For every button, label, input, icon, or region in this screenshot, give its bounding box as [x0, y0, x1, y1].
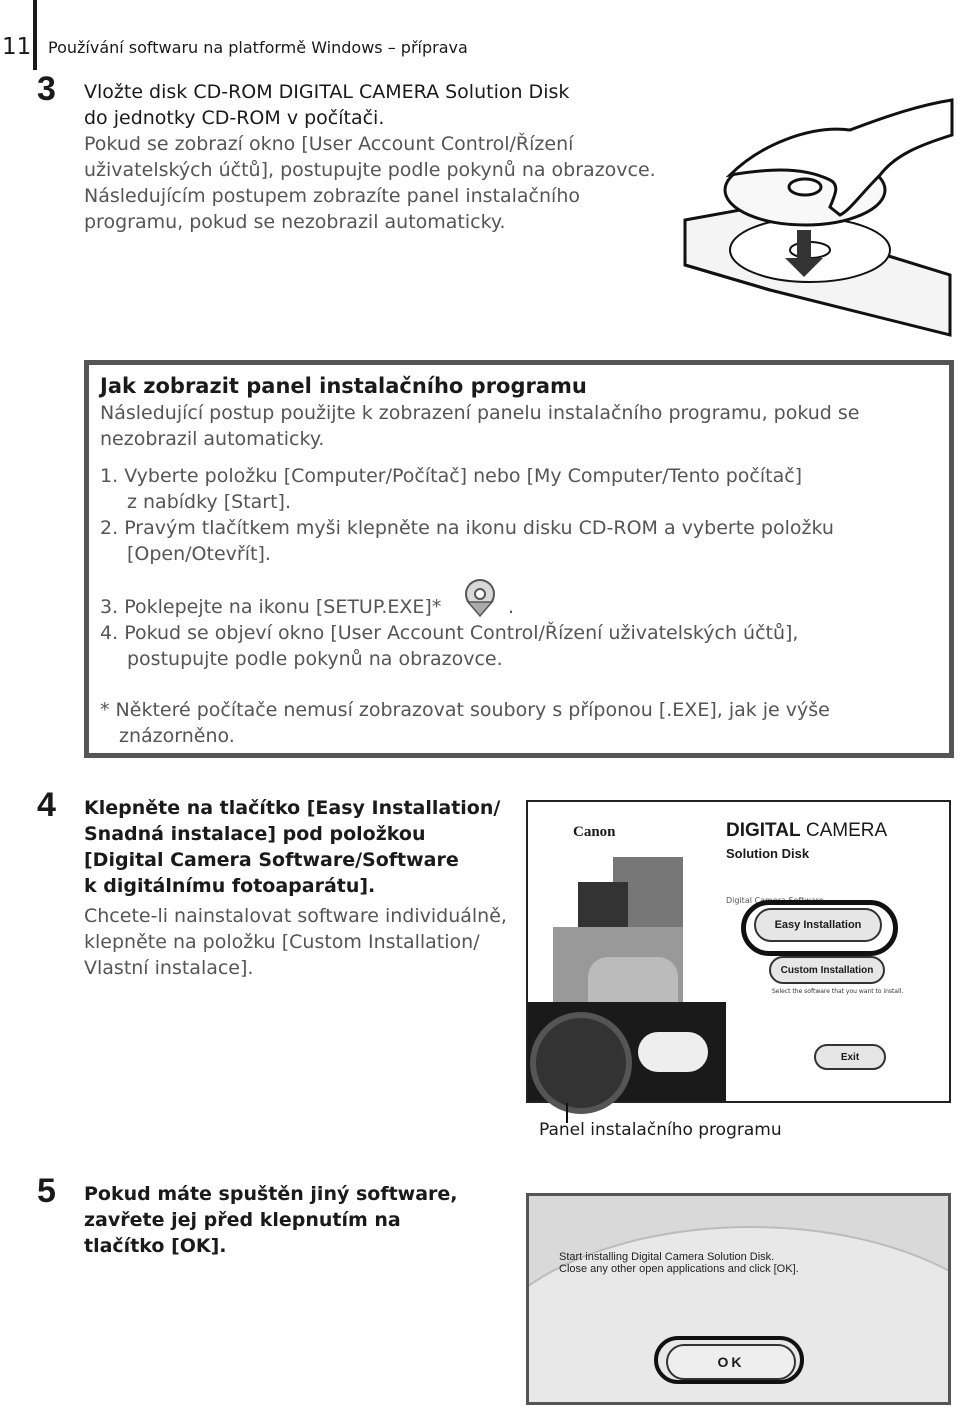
dialog-message: Start installing Digital Camera Solution Disk. Close any other open applications and click [OK]. [559, 1251, 799, 1275]
info-note-star: * [100, 699, 110, 721]
installer-caption: Panel instalačního programu [539, 1120, 782, 1140]
info-box-content [100, 372, 940, 452]
step-3-number: 3 [37, 70, 56, 108]
info-item-number: 4. [100, 622, 119, 644]
setup-exe-icon [458, 576, 502, 618]
step-4-title: k digitálnímu fotoaparátu]. [84, 875, 376, 897]
info-note [100, 697, 830, 723]
step-3-text [84, 79, 684, 235]
step-5-title: zavřete jej před klepnutím na [84, 1209, 401, 1231]
step-3-title: Vložte disk CD-ROM DIGITAL CAMERA Solution Disk [84, 81, 570, 103]
step-4-body: Chcete-li nainstalovat software individuálně, [84, 905, 507, 927]
info-item-number: 3. [100, 596, 119, 618]
info-item-text: Pokud se objeví okno [User Account Control/Řízení uživatelských účtů], [124, 622, 799, 644]
header-rule [33, 0, 37, 70]
info-item-4-cont: postupujte podle pokynů na obrazovce. [127, 648, 503, 670]
info-note-text: Některé počítače nemusí zobrazovat soubory s příponou [.EXE], jak je výše [115, 699, 830, 721]
step-3-body: Následujícím postupem zobrazíte panel instalačního [84, 185, 580, 207]
installer-panel [526, 800, 951, 1103]
step-5-number: 5 [37, 1172, 56, 1210]
step-3-body: uživatelských účtů], postupujte podle pokynů na obrazovce. [84, 159, 656, 181]
info-box-title: Jak zobrazit panel instalačního programu [100, 374, 587, 398]
step-3-title: do jednotky CD-ROM v počítači. [84, 107, 385, 129]
page-header: Používání softwaru na platformě Windows – příprava [48, 38, 468, 57]
step-4-title: Klepněte na tlačítko [Easy Installation/ [84, 797, 501, 819]
info-item-text: Poklepejte na ikonu [SETUP.EXE]* [124, 596, 442, 618]
install-dialog [526, 1193, 951, 1405]
info-note-cont: znázorněno. [119, 725, 235, 747]
info-item-3-end: . [508, 596, 515, 618]
photo-collage [528, 802, 728, 1101]
info-item-1-cont: z nabídky [Start]. [127, 491, 291, 513]
info-item-4 [100, 620, 798, 646]
info-item-2 [100, 515, 834, 541]
step-4-title: [Digital Camera Software/Software [84, 849, 459, 871]
info-item-text: Pravým tlačítkem myši klepněte na ikonu disku CD-ROM a vyberte položku [124, 517, 834, 539]
step-4-body: klepněte na položku [Custom Installation/ [84, 931, 480, 953]
easy-installation-button[interactable]: Easy Installation [754, 908, 882, 942]
step-3-body: programu, pokud se nezobrazil automaticky. [84, 211, 506, 233]
info-box-intro: Následující postup použijte k zobrazení panelu instalačního programu, pokud se [100, 402, 860, 424]
info-item-2-cont: [Open/Otevřít]. [127, 543, 271, 565]
installer-section-label: Digital Camera Software [726, 896, 824, 905]
canon-logo: Canon [573, 824, 616, 840]
installer-title: DIGITAL CAMERA [726, 820, 888, 841]
step-3-body: Pokud se zobrazí okno [User Account Control/Řízení [84, 133, 574, 155]
info-item-number: 2. [100, 517, 119, 539]
installer-subtitle: Solution Disk [726, 846, 810, 861]
step-5-text [84, 1181, 514, 1259]
step-4-number: 4 [37, 786, 56, 824]
exit-button[interactable]: Exit [814, 1044, 886, 1070]
ok-button[interactable]: OK [666, 1344, 796, 1380]
custom-installation-button[interactable]: Custom Installation [769, 956, 885, 984]
info-item-1 [100, 463, 802, 489]
info-item-3 [100, 594, 441, 620]
info-box-intro: nezobrazil automaticky. [100, 428, 325, 450]
info-item-number: 1. [100, 465, 119, 487]
step-5-title: Pokud máte spuštěn jiný software, [84, 1183, 458, 1205]
cd-insert-illustration [680, 95, 955, 340]
step-4-text [84, 795, 514, 981]
step-4-title: Snadná instalace] pod položkou [84, 823, 426, 845]
page-number: 11 [2, 34, 32, 60]
step-4-body: Vlastní instalace]. [84, 957, 254, 979]
installer-select-hint: Select the software that you want to install. [772, 988, 904, 995]
info-item-text: Vyberte položku [Computer/Počítač] nebo [My Computer/Tento počítač] [124, 465, 803, 487]
step-5-title: tlačítko [OK]. [84, 1235, 227, 1257]
